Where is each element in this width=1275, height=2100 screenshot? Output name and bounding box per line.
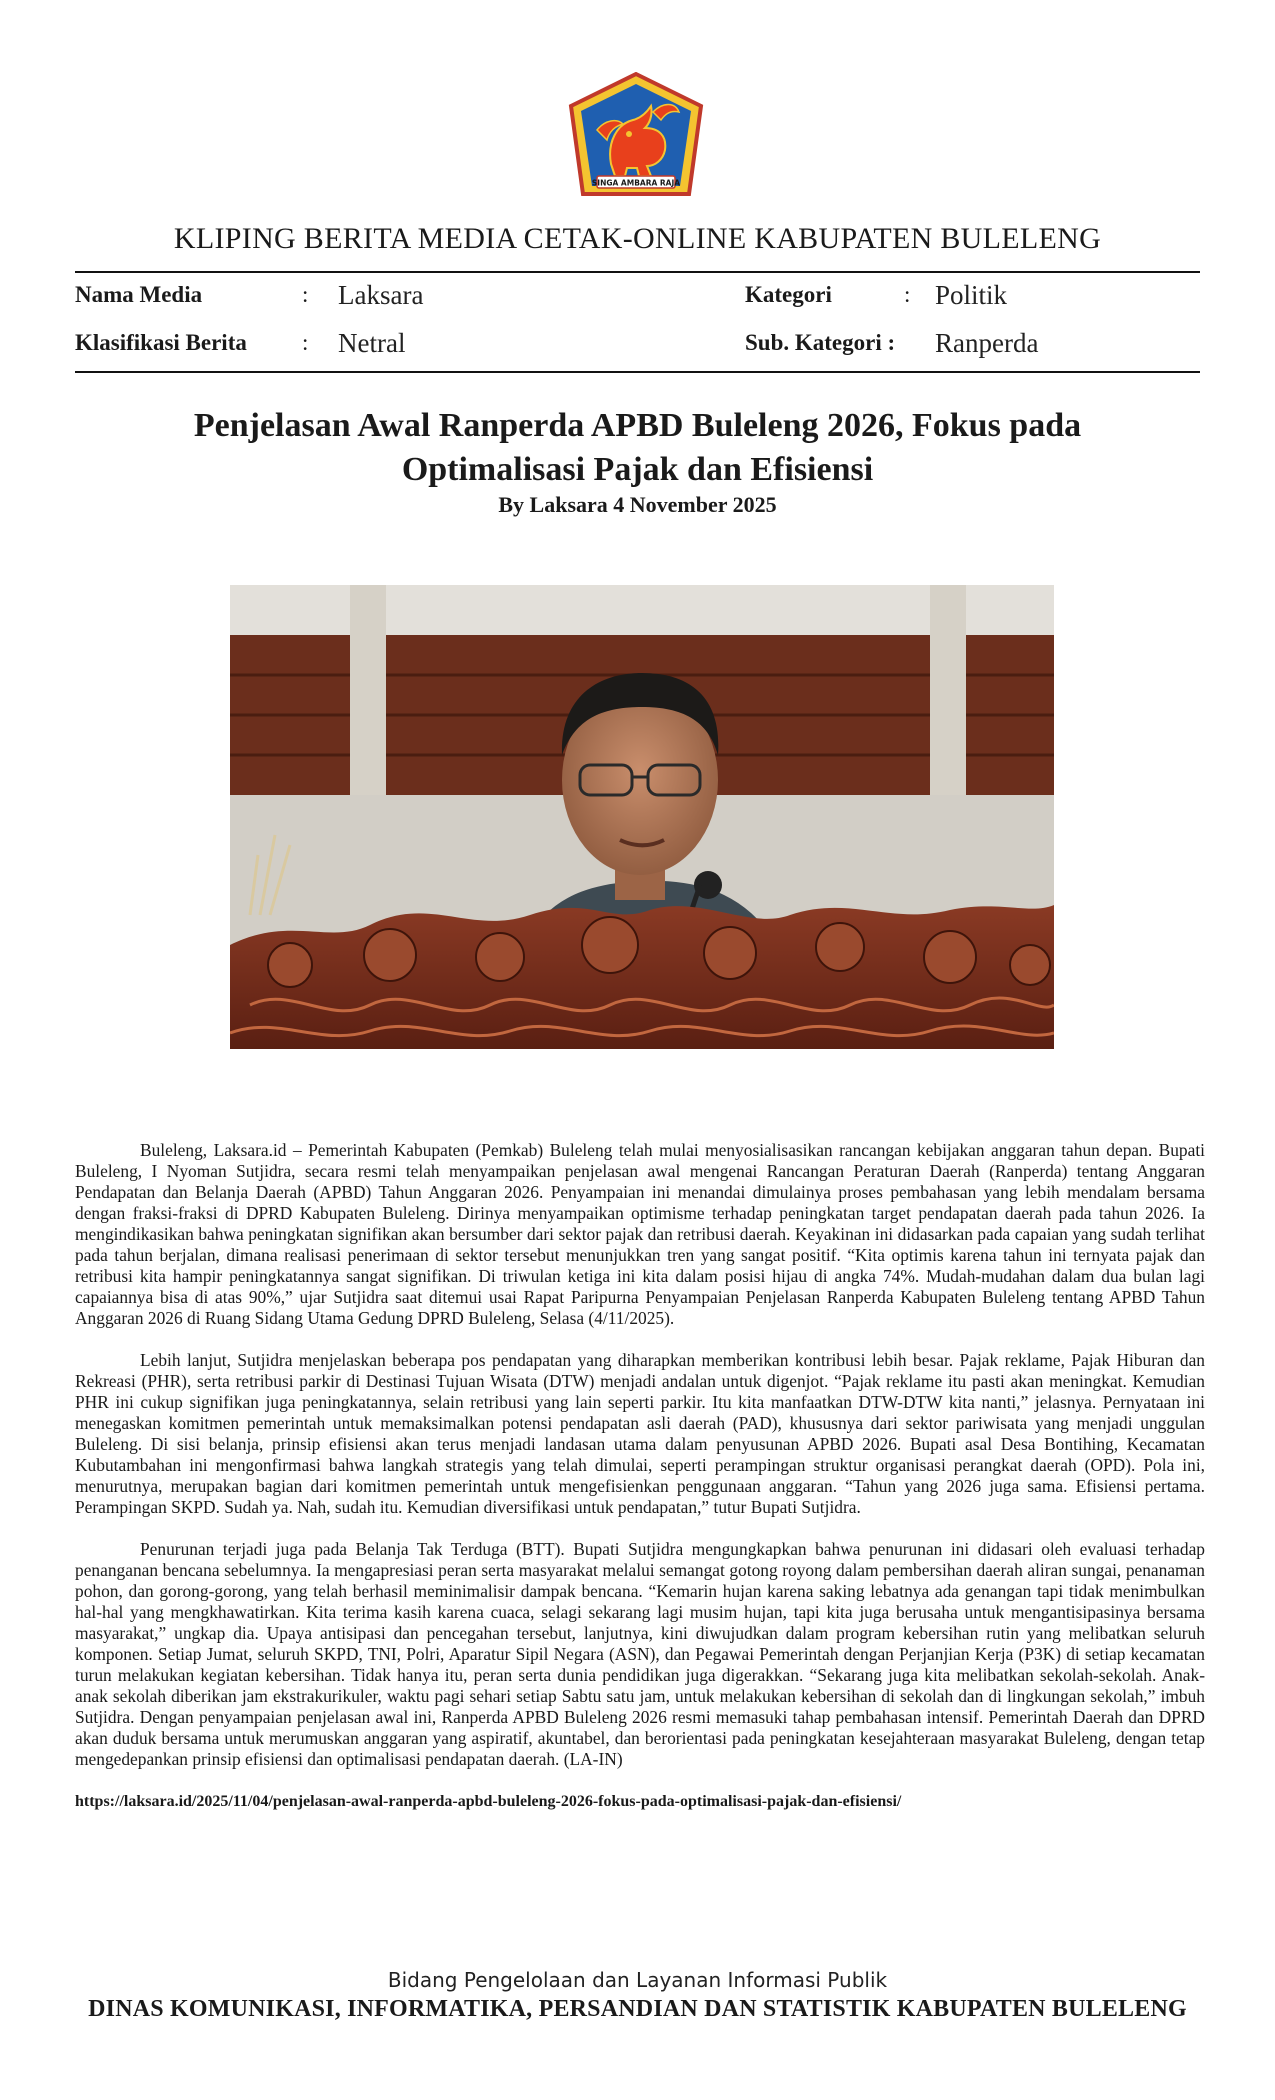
source-url-link[interactable]: https://laksara.id/2025/11/04/penjelasan-awal-ranperda-apbd-buleleng-2026-fokus-pada-optimalisasi-pajak-dan-efisiensi/ (75, 1793, 902, 1810)
article-title-line-1: Penjelasan Awal Ranperda APBD Buleleng 2026, Fokus pada (193, 407, 1082, 444)
article-byline: By Laksara 4 November 2025 (498, 492, 777, 517)
kategori-label: Kategori (745, 282, 832, 307)
kategori-colon: : (904, 282, 911, 307)
speaker-at-podium-photo (230, 585, 1054, 1049)
header-divider-top (75, 271, 1200, 273)
emblem-motto: SINGA AMBARA RAJA (591, 178, 681, 188)
klasifikasi-berita-colon: : (302, 330, 309, 355)
header-divider-bottom (75, 371, 1200, 373)
sub-kategori-label: Sub. Kategori : (745, 330, 896, 355)
kliping-title: KLIPING BERITA MEDIA CETAK-ONLINE KABUPATEN BULELENG (173, 222, 1102, 255)
nama-media-value: Laksara (338, 280, 424, 310)
nama-media-label: Nama Media (75, 282, 203, 307)
article-paragraph-1: Buleleng, Laksara.id – Pemerintah Kabupaten (Pemkab) Buleleng telah mulai menyosialisasikan rancangan kebijakan anggaran tahun depan. Bupati Buleleng, I Nyoman Sutjidra, secara resmi telah menyampaikan penjelasan awal mengenai Rancangan Peraturan Daerah (Ranperda) tentang Anggaran Pendapatan dan Belanja Daerah (APBD) Tahun Anggaran 2026. Penyampaian ini menandai dimulainya proses pembahasan yang lebih mendalam bersama dengan fraksi-fraksi di DPRD Kabupaten Buleleng. Dirinya menyampaikan optimisme terhadap peningkatan target pendapatan daerah pada tahun 2026. Ia mengindikasikan bahwa peningkatan signifikan akan bersumber dari sektor pajak dan retribusi daerah. Keyakinan ini didasarkan pada capaian yang sudah terlihat pada tahun berjalan, dimana realisasi penerimaan di sektor tersebut menunjukkan tren yang sangat positif. “Kita optimis karena tahun ini ternyata pajak dan retribusi kita hampir peningkatannya sangat signifikan. Di triwulan ketiga ini kita dalam posisi hijau di angka 74%. Mudah-mudahan dalam dua bulan lagi capaiannya bisa di atas 90%,” ujar Sutjidra saat ditemui usai Rapat Paripurna Penyampaian Penjelasan Ranperda Kabupaten Buleleng tentang APBD Tahun Anggaran 2026 di Ruang Sidang Utama Gedung DPRD Buleleng, Selasa (4/11/2025). (75, 1140, 1205, 1328)
klasifikasi-berita-value: Netral (338, 328, 406, 358)
article-paragraph-2: Lebih lanjut, Sutjidra menjelaskan beberapa pos pendapatan yang diharapkan memberikan kontribusi lebih besar. Pajak reklame, Pajak Hiburan dan Rekreasi (PHR), serta retribusi parkir di Destinasi Tujuan Wisata (DTW) menjadi andalan untuk digenjot. “Pajak reklame itu pasti akan meningkat. Kemudian PHR ini cukup signifikan juga peningkatannya, selain retribusi yang lain seperti parkir. Itu kita manfaatkan DTW-DTW kita nanti,” jelasnya. Pernyataan ini menegaskan komitmen pemerintah untuk memaksimalkan potensi pendapatan asli daerah (PAD), khususnya dari sektor pariwisata yang menjadi unggulan Buleleng. Di sisi belanja, prinsip efisiensi akan terus menjadi landasan utama dalam penyusunan APBD 2026. Bupati asal Desa Bontihing, Kecamatan Kubutambahan ini mengonfirmasi bahwa langkah strategis yang telah dimulai, seperti perampingan struktur organisasi perangkat daerah (OPD). Pola ini, menurutnya, merupakan bagian dari komitmen pemerintah untuk mengefisienkan penggunaan anggaran. “Tahun yang 2026 juga sama. Efisiensi pertama. Perampingan SKPD. Sudah ya. Nah, sudah itu. Kemudian diversifikasi untuk pendapatan,” tutur Bupati Sutjidra. (75, 1350, 1205, 1517)
article-body (75, 1140, 1205, 1833)
article-title (120, 404, 1155, 492)
klasifikasi-berita-label: Klasifikasi Berita (75, 330, 247, 355)
article-paragraph-3: Penurunan terjadi juga pada Belanja Tak Terduga (BTT). Bupati Sutjidra mengungkapkan bahwa penurunan ini didasari oleh evaluasi terhadap penanganan bencana sebelumnya. Ia mengapresiasi peran serta masyarakat melalui semangat gotong royong dalam pembersihan daerah aliran sungai, penanaman pohon, dan gorong-gorong, yang telah berhasil meminimalisir dampak bencana. “Kemarin hujan karena saking lebatnya ada genangan tapi tidak menimbulkan hal-hal yang mengkhawatirkan. Kita terima kasih karena cuaca, selagi sekarang lagi musim hujan, tapi kita juga berusaha untuk mengantisipasinya bersama masyarakat,” ungkap dia. Upaya antisipasi dan pencegahan tersebut, lanjutnya, kini diwujudkan dalam program kebersihan rutin yang melibatkan seluruh komponen. Setiap Jumat, seluruh SKPD, TNI, Polri, Aparatur Sipil Negara (ASN), dan Pegawai Pemerintah dengan Perjanjian Kerja (P3K) di setiap kecamatan turun melakukan kegiatan kebersihan. Tidak hanya itu, peran serta dunia pendidikan juga digerakkan. “Sekarang juga kita melibatkan sekolah-sekolah. Anak-anak sekolah diberikan jam ekstrakurikuler, waktu pagi sehari setiap Sabtu satu jam, untuk melakukan kebersihan di sekolah dan di lingkungan sekolah,” imbuh Sutjidra. Dengan penyampaian penjelasan awal ini, Ranperda APBD Buleleng 2026 resmi memasuki tahap pembahasan intensif. Pemerintah Daerah dan DPRD akan duduk bersama untuk merumuskan anggaran yang aspiratif, akuntabel, dan berorientasi pada peningkatan kesejahteraan masyarakat Buleleng, dengan tetap mengedepankan prinsip efisiensi dan optimalisasi pendapatan daerah. (LA-IN) (75, 1539, 1205, 1769)
kategori-value: Politik (935, 280, 1008, 310)
kabupaten-buleleng-emblem-icon (567, 72, 705, 200)
footer-department: Bidang Pengelolaan dan Layanan Informasi Publik (387, 1968, 888, 1992)
footer-agency: DINAS KOMUNIKASI, INFORMATIKA, PERSANDIAN DAN STATISTIK KABUPATEN BULELENG (88, 1996, 1187, 2022)
sub-kategori-value: Ranperda (935, 328, 1039, 358)
article-title-line-2: Optimalisasi Pajak dan Efisiensi (401, 451, 874, 488)
nama-media-colon: : (302, 282, 309, 307)
